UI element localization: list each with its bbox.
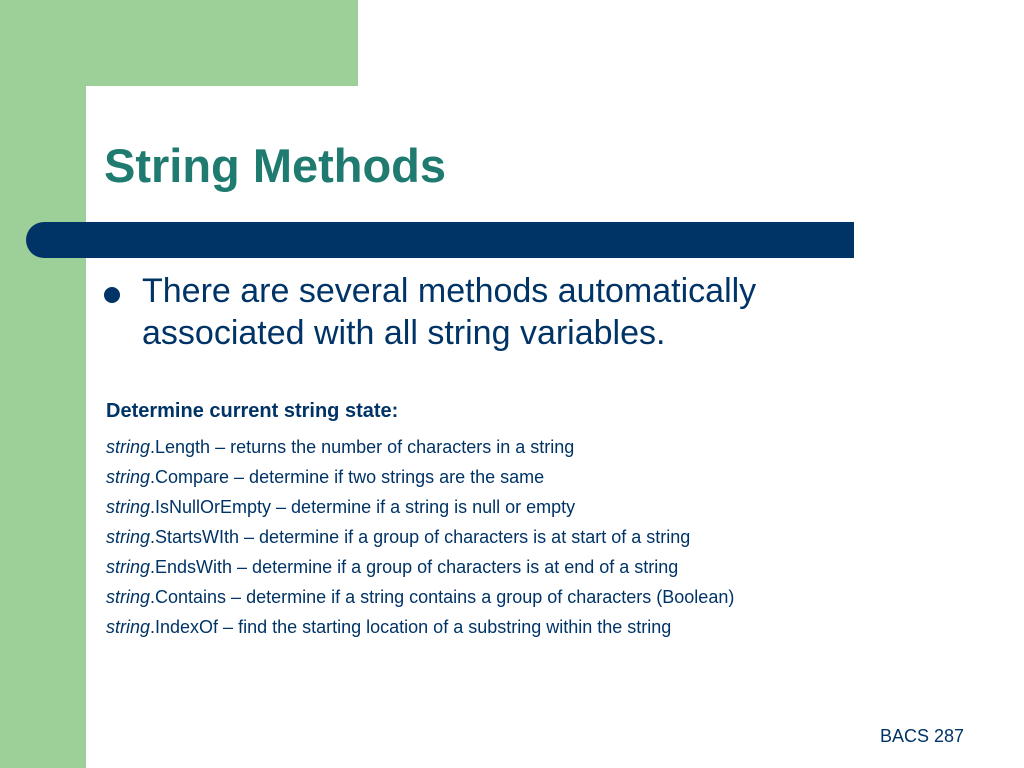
footer-course-label: BACS 287	[879, 726, 964, 746]
title-underline-bar	[26, 222, 854, 258]
method-item-contains	[106, 582, 734, 612]
method-description: .StartsWIth – determine if a group of characters is at start of a string	[150, 527, 691, 547]
bullet-text: There are several methods automatically associated with all string variables.	[142, 272, 757, 352]
bullet-dot-icon	[104, 287, 120, 303]
green-frame-left	[0, 0, 86, 768]
bullet-item	[104, 270, 894, 354]
method-description: .Length – returns the number of characters in a string	[150, 437, 575, 457]
method-prefix: string	[106, 437, 151, 457]
method-description: .EndsWith – determine if a group of characters is at end of a string	[150, 557, 679, 577]
method-prefix: string	[106, 527, 151, 547]
method-item-endswith	[106, 552, 734, 582]
method-list	[106, 432, 734, 642]
method-description: .IsNullOrEmpty – determine if a string is null or empty	[150, 497, 576, 517]
method-item-startswith	[106, 522, 734, 552]
method-prefix: string	[106, 617, 151, 637]
method-description: .Contains – determine if a string contains a group of characters (Boolean)	[150, 587, 735, 607]
method-prefix: string	[106, 587, 151, 607]
method-item-indexof	[106, 612, 734, 642]
sub-heading: Determine current string state:	[106, 400, 399, 422]
method-description: .Compare – determine if two strings are the same	[150, 467, 545, 487]
method-item-length	[106, 432, 734, 462]
method-description: .IndexOf – find the starting location of a substring within the string	[150, 617, 672, 637]
method-prefix: string	[106, 497, 151, 517]
method-prefix: string	[106, 557, 151, 577]
method-prefix: string	[106, 467, 151, 487]
method-item-compare	[106, 462, 734, 492]
method-item-isnullorempty	[106, 492, 734, 522]
slide-title: String Methods	[104, 139, 447, 192]
